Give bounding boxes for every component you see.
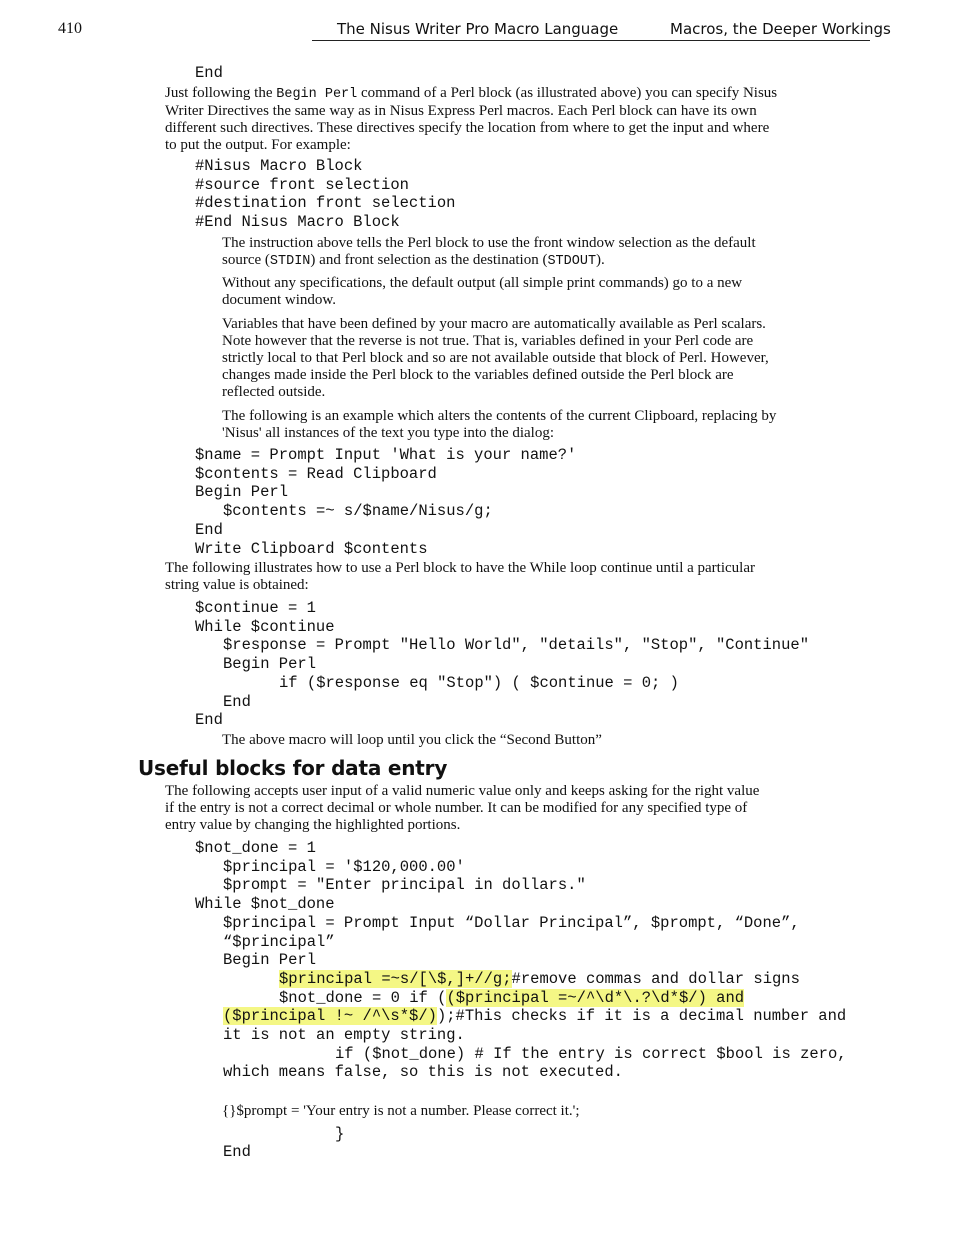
code-line: $principal = Prompt Input “Dollar Principal”, $prompt, “Done”, — [223, 913, 800, 932]
code-line: which means false, so this is not executed. — [223, 1063, 623, 1082]
note-variables — [222, 316, 769, 401]
code-line: $name = Prompt Input 'What is your name?' — [195, 446, 577, 464]
code-line: #Nisus Macro Block — [195, 157, 363, 175]
code-block-clipboard — [195, 446, 576, 558]
paragraph-entry — [165, 783, 759, 834]
header-rule — [312, 40, 870, 41]
code-end-line: End — [195, 64, 223, 82]
paragraph-line: if the entry is not a correct decimal or whole number. It can be modified for any specified type of — [165, 800, 748, 816]
code-block-directives — [195, 157, 455, 232]
code-line: “$principal” — [223, 932, 335, 951]
highlighted-code: ($principal !~ /^\s*$/) — [223, 1007, 437, 1026]
code-line: $contents =~ s/$name/Nisus/g; — [223, 502, 493, 521]
code-run: );#This checks if it is a decimal number and — [436, 1007, 847, 1026]
code-line: While $not_done — [195, 895, 335, 914]
code-line — [195, 970, 847, 989]
code-line: End — [223, 692, 251, 711]
code-line: End — [195, 520, 223, 539]
note-clipboard — [222, 408, 776, 442]
paragraph-line: The following illustrates how to use a Perl block to have the While loop continue until a particular — [165, 560, 755, 576]
paragraph-line: Writer Directives the same way as in Nisus Express Perl macros. Each Perl block can have its own — [165, 103, 757, 119]
note-loop: The above macro will loop until you click the “Second Button” — [222, 732, 602, 748]
code-run: #remove commas and dollar signs — [511, 969, 800, 988]
code-end-line: End — [223, 1143, 251, 1161]
paragraph-line: to put the output. For example: — [165, 137, 351, 153]
running-book-title: The Nisus Writer Pro Macro Language — [337, 20, 619, 38]
paragraph-line: The instruction above tells the Perl block to use the front window selection as the default — [222, 235, 756, 251]
code-closing-brace: } — [335, 1125, 345, 1143]
paragraph-line: document window. — [222, 292, 337, 308]
code-line: #destination front selection — [195, 194, 456, 213]
code-line: $continue = 1 — [195, 599, 316, 617]
code-line: Begin Perl — [223, 655, 317, 674]
paragraph-line: The following is an example which alters the contents of the current Clipboard, replacing by — [222, 408, 777, 424]
code-block-entry — [195, 839, 847, 1082]
paragraph-line: Without any specifications, the default output (all simple print commands) go to a new — [222, 275, 743, 291]
paragraph-line: entry value by changing the highlighted portions. — [165, 817, 461, 833]
paragraph-line: changes made inside the Perl block to the variables defined outside the Perl block are — [222, 367, 734, 383]
paragraph-line: Note however that the reverse is not true. That is, variables defined in your Perl code are — [222, 333, 754, 349]
inline-code: STDOUT — [547, 254, 597, 269]
code-line: While $continue — [195, 617, 335, 636]
text-run: Just following the — [165, 85, 277, 101]
code-line: $prompt = "Enter principal in dollars." — [223, 876, 586, 895]
paragraph-while — [165, 560, 755, 594]
paragraph-line: different such directives. These directives specify the location from where to get the input and where — [165, 120, 770, 136]
paragraph-line: Variables that have been defined by your macro are automatically available as Perl scalars. — [222, 316, 766, 332]
highlighted-code: ($principal =~/^\d*\.?\d*$/) and — [446, 988, 745, 1007]
code-line — [195, 1007, 847, 1026]
code-line: $not_done = 1 — [195, 839, 316, 857]
code-prompt-line: {}$prompt = 'Your entry is not a number. Please correct it.'; — [222, 1103, 580, 1119]
text-run: source ( — [222, 252, 270, 268]
code-line: End — [195, 711, 223, 730]
code-block-while — [195, 599, 809, 730]
code-line: Begin Perl — [223, 951, 317, 970]
note-instruction — [222, 235, 756, 270]
paragraph-line: string value is obtained: — [165, 577, 309, 593]
running-chapter-title: Macros, the Deeper Workings — [670, 20, 891, 38]
code-line: it is not an empty string. — [223, 1026, 465, 1045]
paragraph-line: strictly local to that Perl block and so are not available outside that block of Perl. However, — [222, 350, 769, 366]
code-line: Begin Perl — [195, 483, 289, 502]
section-heading: Useful blocks for data entry — [138, 756, 448, 780]
inline-code: Begin Perl — [276, 87, 358, 102]
inline-code: STDIN — [269, 254, 311, 269]
note-output — [222, 275, 742, 309]
text-run: ) and front selection as the destination ( — [310, 252, 548, 268]
paragraph-line: The following accepts user input of a valid numeric value only and keeps asking for the right value — [165, 783, 760, 799]
code-line: #source front selection — [195, 175, 409, 194]
code-line: Write Clipboard $contents — [195, 539, 428, 558]
text-run: ). — [596, 252, 605, 268]
code-line: #End Nisus Macro Block — [195, 213, 400, 232]
code-line: $principal = '$120,000.00' — [223, 857, 465, 876]
paragraph-line: reflected outside. — [222, 384, 326, 400]
code-line: $contents = Read Clipboard — [195, 464, 437, 483]
paragraph-line — [165, 85, 777, 103]
page-number: 410 — [58, 20, 82, 37]
code-line — [195, 989, 847, 1008]
paragraph-directives — [165, 85, 777, 154]
code-line: $response = Prompt "Hello World", "details", "Stop", "Continue" — [223, 636, 809, 655]
highlighted-code: $principal =~s/[\$,]+//g; — [279, 969, 512, 988]
text-run: command of a Perl block (as illustrated above) you can specify Nisus — [357, 85, 778, 101]
paragraph-line — [222, 252, 756, 270]
code-run: $not_done = 0 if ( — [279, 988, 447, 1007]
code-line: if ($not_done) # If the entry is correct $bool is zero, — [335, 1044, 847, 1063]
code-line: if ($response eq "Stop") ( $continue = 0; ) — [279, 673, 679, 692]
paragraph-line: 'Nisus' all instances of the text you type into the dialog: — [222, 425, 555, 441]
